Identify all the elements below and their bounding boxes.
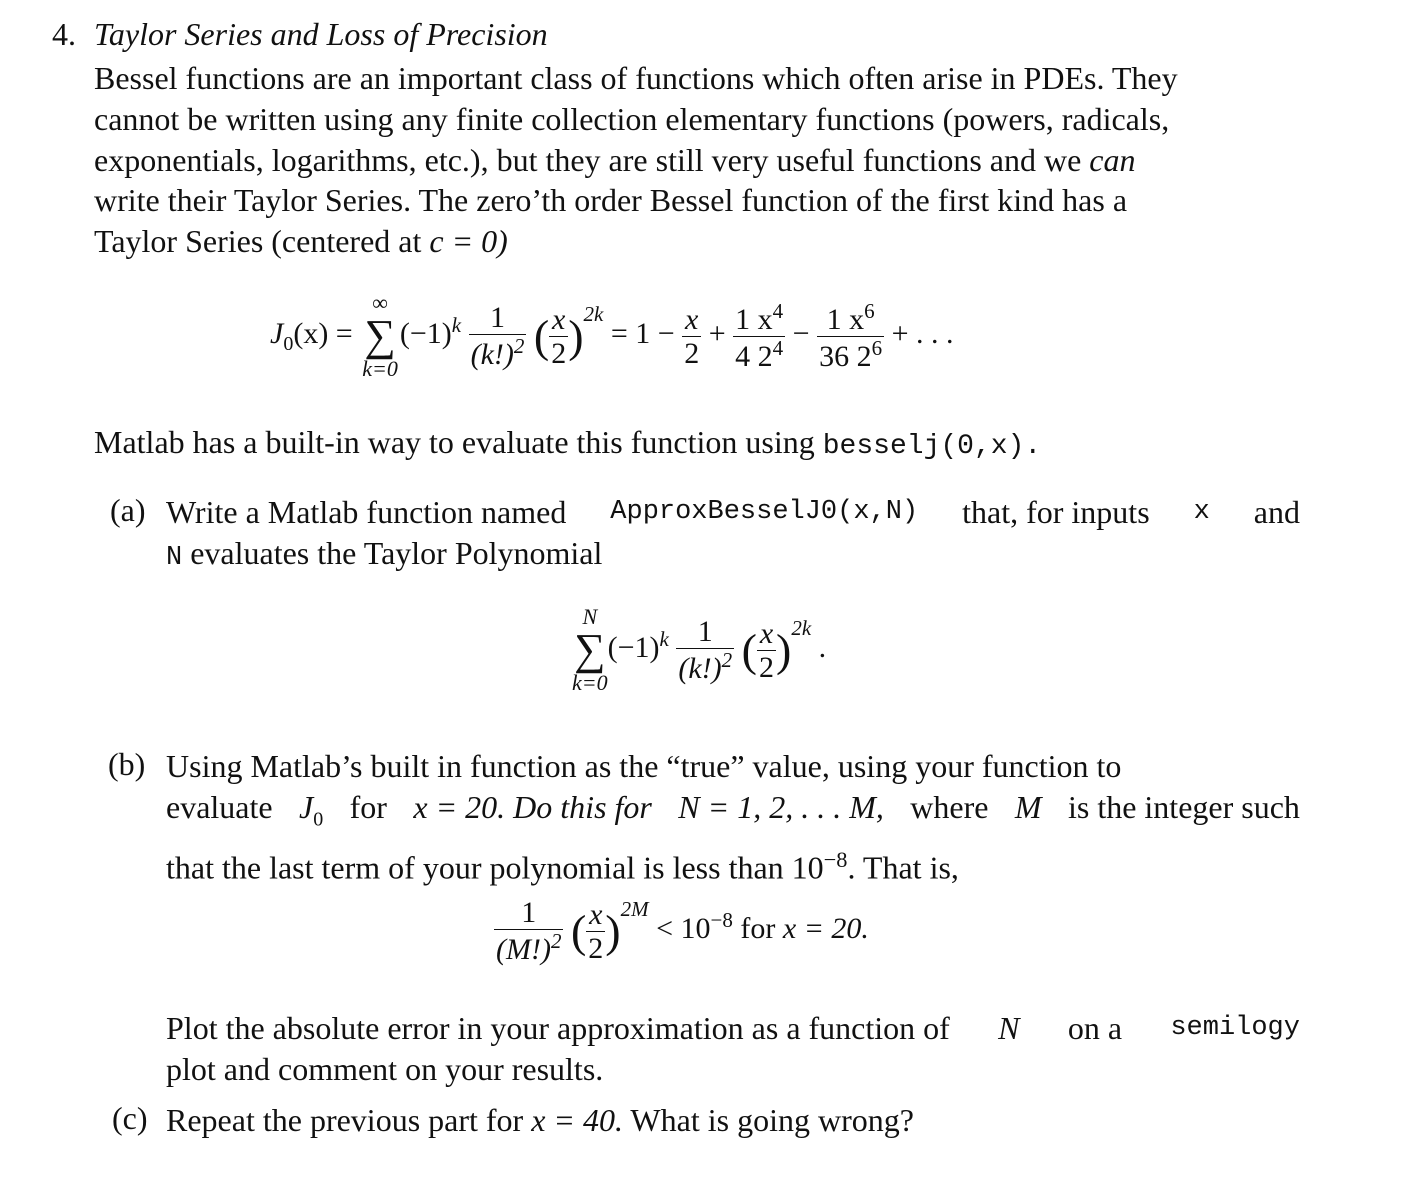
part-b-line3-sup: −8 — [823, 846, 848, 872]
part-c-pre: Repeat the previous part for — [166, 1102, 524, 1138]
eq1-t3-num-text: 1 x — [826, 302, 865, 336]
part-a-code: ApproxBesselJ0(x,N) — [610, 497, 919, 527]
eq1-t3-den-text: 36 2 — [819, 339, 872, 373]
eq3-rparen: ) — [605, 905, 621, 957]
eq2-frac-den-text: (k!) — [678, 652, 722, 685]
intro-paragraph — [94, 58, 1300, 262]
eq2-sum-lower: k=0 — [572, 670, 608, 695]
sigma-icon: ∑ — [574, 625, 606, 674]
eq1-t3-num — [817, 300, 884, 337]
eq3-lt: < 10 — [656, 911, 711, 945]
plot-line-1 — [166, 1008, 1300, 1049]
part-b-line2-post: is the integer such — [1067, 788, 1300, 825]
eq2-paren-den: 2 — [758, 650, 774, 684]
part-b-text — [166, 746, 1300, 888]
intro-line-5 — [94, 221, 1300, 262]
part-b-label: (b) — [108, 746, 146, 782]
problem-number: 4. — [52, 16, 76, 52]
eq1-t2-num — [733, 300, 785, 337]
part-a-label: (a) — [110, 492, 146, 528]
part-a-line-2 — [166, 533, 1300, 579]
part-c-text — [166, 1100, 914, 1141]
eq3-frac-num: 1 — [494, 896, 563, 930]
eq3-paren-sup: 2M — [620, 896, 649, 921]
eq1-rparen: ) — [568, 310, 584, 362]
part-b-line-2 — [166, 787, 1300, 840]
eq1-rhs: = 1 − — [610, 316, 675, 350]
eq1-lhs-arg: (x) = — [293, 316, 353, 350]
part-a-text — [166, 492, 1300, 579]
part-a-x: x — [1193, 497, 1210, 527]
eq1-sum — [362, 292, 398, 380]
eq1-paren-frac — [549, 303, 568, 370]
part-c-x: x = 40. — [531, 1102, 623, 1138]
eq2-paren-num: x — [757, 617, 776, 651]
part-b-line3-pre: that the last term of your polynomial is less than 10 — [166, 849, 824, 886]
eq3-paren-frac — [586, 898, 605, 965]
eq3-frac-den — [494, 930, 563, 966]
eq1-minus: − — [792, 316, 810, 350]
eq2-sum-upper: N — [582, 604, 598, 629]
part-c-label: (c) — [112, 1100, 148, 1136]
eq1-t2-den-text: 4 2 — [735, 339, 773, 373]
eq1-t3 — [817, 300, 884, 373]
part-b-x: x = 20. Do this for — [413, 788, 652, 825]
sigma-icon: ∑ — [364, 311, 396, 360]
eq1-lparen: ( — [533, 310, 550, 362]
eq1-paren-den: 2 — [551, 336, 567, 370]
intro-can: can — [1089, 141, 1136, 178]
eq3-lparen: ( — [570, 905, 587, 957]
matlab-line-text: Matlab has a built-in way to evaluate this function using — [94, 424, 815, 460]
part-b-line1: Using Matlab’s built in function as the “true” value, using your function to — [166, 748, 1122, 784]
eq1-t2-den — [733, 337, 785, 373]
eq2-term-sup: k — [659, 626, 669, 651]
part-b-M: M — [1014, 788, 1042, 825]
eq3-frac-den-text: (M!) — [496, 933, 551, 966]
eq1-sum-upper: ∞ — [372, 290, 388, 315]
part-b-N: N = 1, 2, . . . M, — [678, 788, 884, 825]
eq1-lhs: J — [270, 316, 284, 350]
part-b-line-1 — [166, 746, 1300, 787]
eq1-t1 — [682, 303, 701, 370]
eq1-term-sup: k — [451, 312, 462, 337]
eq1-frac-den-text: (k!) — [470, 338, 514, 371]
eq1-tail: + . . . — [891, 316, 954, 350]
eq1-t2 — [733, 300, 785, 373]
eq1-t1-num: x — [682, 303, 701, 337]
plot-paragraph — [166, 1008, 1300, 1090]
eq2-frac-den-sup: 2 — [721, 648, 733, 672]
plot-line-2: plot and comment on your results. — [166, 1050, 604, 1087]
intro-line-3-text: exponentials, logarithms, etc.), but they are still very useful functions and we — [94, 141, 1082, 178]
equation-bessel-series — [270, 292, 953, 380]
intro-line-4: write their Taylor Series. The zero’th order Bessel function of the first kind has a — [94, 182, 1128, 219]
eq3-for-x: x = 20. — [782, 911, 869, 945]
eq3-for: for — [740, 911, 776, 945]
part-a-line1-pre: Write a Matlab function named — [166, 494, 567, 530]
part-b-where: where — [910, 788, 989, 825]
part-b-J — [299, 787, 323, 840]
eq1-t3-den — [817, 337, 884, 373]
plot-line1-pre: Plot the absolute error in your approximation as a function of — [166, 1010, 950, 1046]
eq1-plus: + — [708, 316, 726, 350]
eq1-frac-den — [469, 335, 527, 371]
part-a-N: N — [166, 542, 183, 573]
equation-taylor-poly — [572, 606, 826, 694]
matlab-code: besselj(0,x). — [822, 431, 1042, 462]
part-a-line2-text: evaluates the Taylor Polynomial — [190, 534, 603, 571]
eq2-term: (−1) — [607, 630, 660, 664]
part-b-line2-pre: evaluate — [166, 788, 273, 825]
eq2-frac-num: 1 — [676, 615, 734, 649]
eq1-sum-lower: k=0 — [362, 356, 398, 381]
intro-line-5-text: Taylor Series (centered at — [94, 223, 422, 260]
intro-line-1: Bessel functions are an important class of functions which often arise in PDEs. They — [94, 60, 1178, 96]
eq3-lt-sup: −8 — [710, 907, 733, 932]
eq2-paren-sup: 2k — [791, 615, 812, 640]
eq1-lhs-sub: 0 — [283, 332, 294, 355]
intro-line-3 — [94, 140, 1300, 181]
part-b-J-text: J — [299, 788, 314, 825]
part-a-and: and — [1253, 494, 1300, 530]
eq2-end: . — [818, 630, 827, 664]
eq1-t3-den-sup: 6 — [871, 335, 883, 360]
eq1-term: (−1) — [399, 316, 452, 350]
eq1-paren-num: x — [549, 303, 568, 337]
eq1-frac — [469, 301, 527, 371]
eq1-t3-num-sup: 6 — [864, 298, 875, 323]
eq2-frac — [676, 615, 734, 685]
matlab-line — [94, 424, 1041, 462]
eq2-frac-den — [676, 649, 734, 685]
part-b-line3-post: . That is, — [847, 849, 959, 886]
eq2-lparen: ( — [741, 624, 757, 676]
eq3-frac — [494, 896, 563, 966]
eq1-frac-num: 1 — [469, 301, 527, 335]
part-c-post: What is going wrong? — [630, 1102, 914, 1138]
eq1-frac-den-sup: 2 — [513, 334, 525, 358]
eq3-paren-den: 2 — [588, 931, 604, 965]
equation-error-bound — [494, 896, 869, 966]
eq2-sum — [572, 606, 608, 694]
plot-code: semilogy — [1170, 1013, 1300, 1043]
eq1-t2-den-sup: 4 — [772, 335, 784, 360]
plot-on: on a — [1067, 1010, 1123, 1046]
eq1-t2-num-text: 1 x — [735, 302, 773, 336]
part-a-line-1 — [166, 492, 1300, 533]
eq1-paren-sup: 2k — [583, 301, 604, 326]
eq3-paren-num: x — [586, 898, 605, 932]
eq1-t1-den: 2 — [684, 336, 700, 370]
part-a-line1-post: that, for inputs — [962, 494, 1150, 530]
problem-title: Taylor Series and Loss of Precision — [94, 16, 548, 52]
part-b-for: for — [349, 788, 387, 825]
part-b-line-3 — [166, 840, 1300, 888]
eq3-frac-den-sup: 2 — [550, 929, 562, 953]
eq2-rparen: ) — [775, 624, 792, 676]
intro-c-eq: c = 0) — [429, 223, 508, 260]
plot-N: N — [998, 1010, 1020, 1046]
part-b-J-sub: 0 — [313, 808, 324, 831]
eq1-t2-num-sup: 4 — [772, 298, 784, 323]
eq2-paren-frac — [757, 617, 776, 684]
intro-line-2: cannot be written using any finite collection elementary functions (powers, radicals, — [94, 100, 1170, 137]
